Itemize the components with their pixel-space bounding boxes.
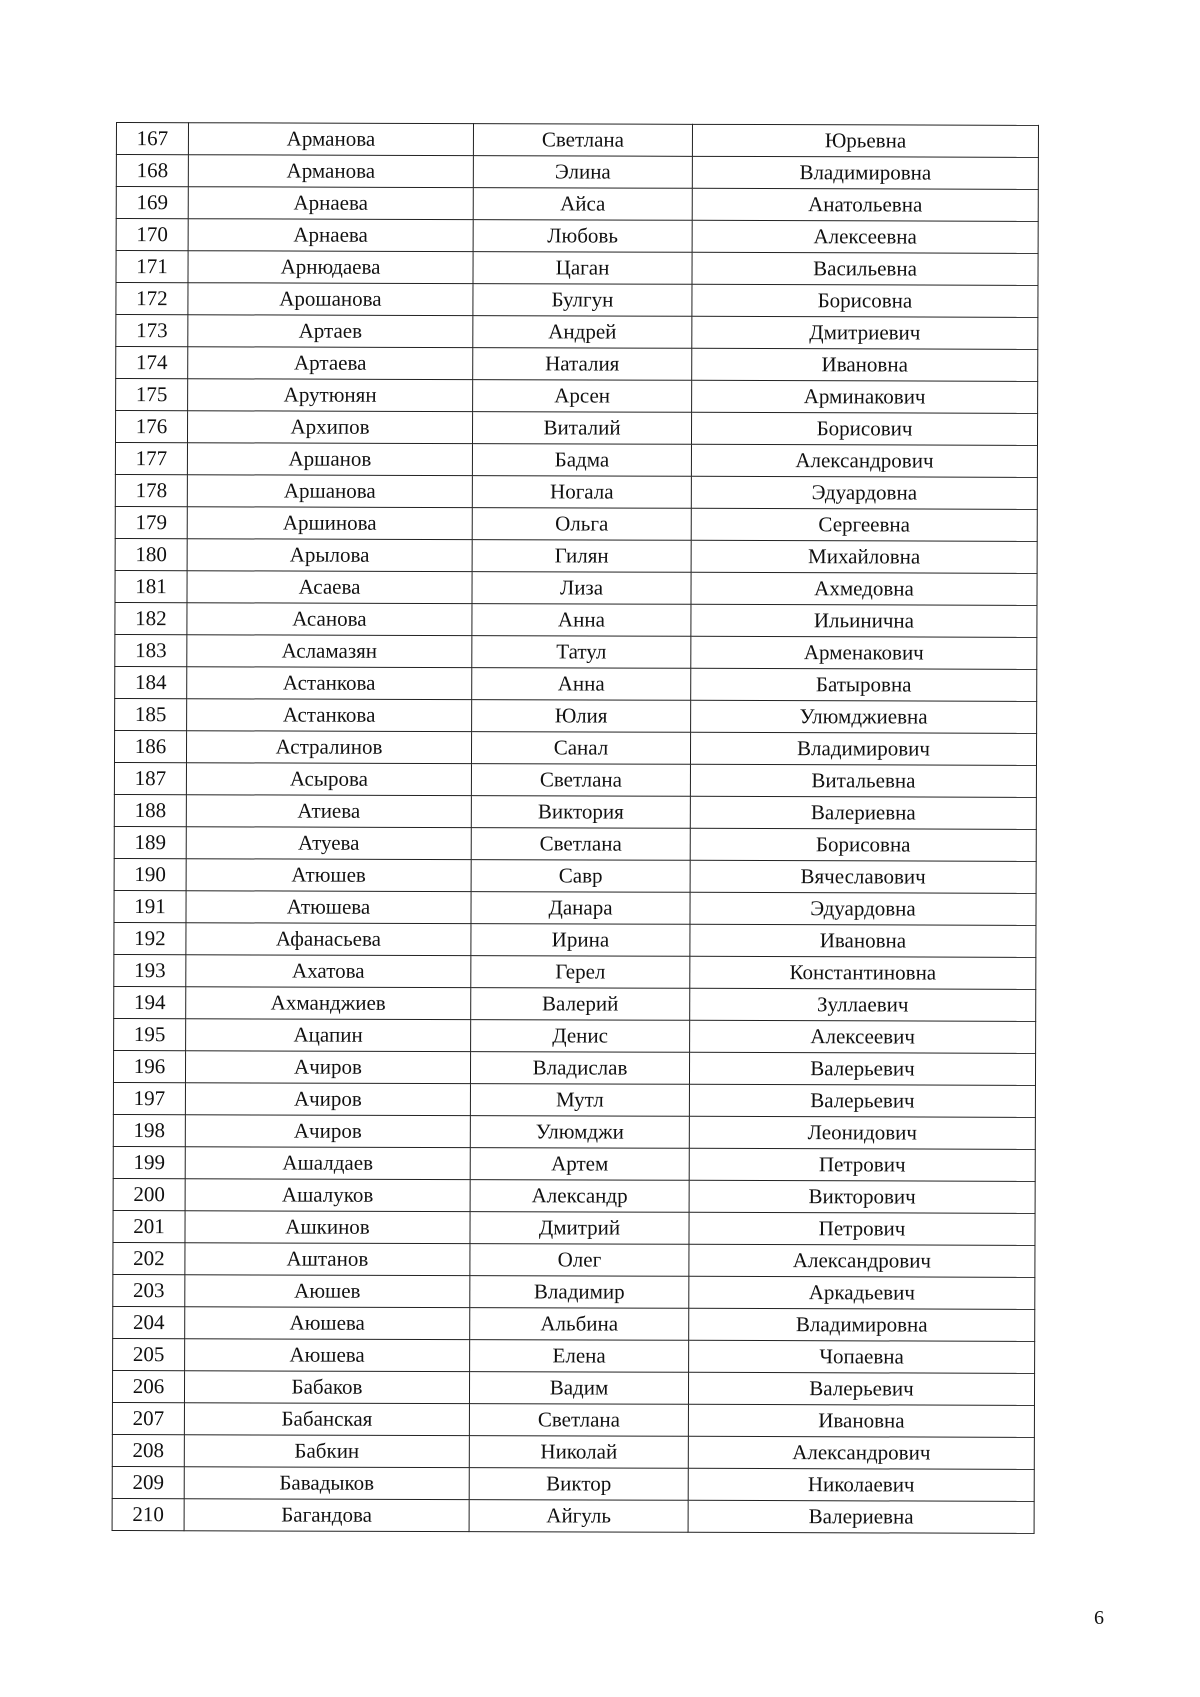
table-row <box>115 443 1037 478</box>
first-name-cell: Виталий <box>472 412 691 445</box>
last-name-cell: Арнаева <box>188 187 473 220</box>
row-number-cell: 185 <box>115 698 187 730</box>
first-name-cell: Ирина <box>471 924 690 957</box>
table-row <box>114 826 1036 861</box>
patronymic-cell: Арменакович <box>691 636 1037 669</box>
last-name-cell: Астанкова <box>187 699 472 732</box>
last-name-cell: Аршинова <box>187 507 472 540</box>
table-row <box>114 762 1036 797</box>
last-name-cell: Арнаева <box>188 219 473 252</box>
last-name-cell: Арманова <box>188 123 473 156</box>
row-number-cell: 201 <box>113 1210 185 1242</box>
table-row <box>116 315 1038 350</box>
last-name-cell: Ачиров <box>185 1051 470 1084</box>
first-name-cell: Виктория <box>471 796 690 829</box>
first-name-cell: Савр <box>471 860 690 893</box>
row-number-cell: 175 <box>116 379 188 411</box>
table-row <box>114 954 1036 989</box>
table-row <box>116 123 1038 158</box>
patronymic-cell: Эдуардовна <box>690 892 1036 925</box>
first-name-cell: Владимир <box>470 1276 689 1309</box>
first-name-cell: Анна <box>472 668 691 701</box>
row-number-cell: 182 <box>115 602 187 634</box>
first-name-cell: Бадма <box>472 444 691 477</box>
last-name-cell: Ашалдаев <box>185 1147 470 1180</box>
patronymic-cell: Арминакович <box>692 380 1038 413</box>
table-row <box>116 347 1038 382</box>
patronymic-cell: Батыровна <box>691 668 1037 701</box>
table-row <box>113 1210 1035 1245</box>
patronymic-cell: Борисович <box>691 412 1037 445</box>
patronymic-cell: Николаевич <box>688 1468 1034 1501</box>
first-name-cell: Булгун <box>473 284 692 317</box>
row-number-cell: 204 <box>113 1306 185 1338</box>
table-row <box>115 506 1037 541</box>
patronymic-cell: Борисовна <box>692 284 1038 317</box>
last-name-cell: Аюшева <box>185 1339 470 1372</box>
row-number-cell: 186 <box>114 730 186 762</box>
patronymic-cell: Ивановна <box>688 1404 1034 1437</box>
first-name-cell: Лиза <box>472 572 691 605</box>
last-name-cell: Асаева <box>187 571 472 604</box>
patronymic-cell: Зуллаевич <box>690 988 1036 1021</box>
first-name-cell: Герел <box>471 956 690 989</box>
first-name-cell: Вадим <box>469 1372 688 1405</box>
row-number-cell: 210 <box>112 1498 184 1530</box>
patronymic-cell: Алексеевна <box>692 220 1038 253</box>
row-number-cell: 205 <box>113 1338 185 1370</box>
table-row <box>112 1498 1034 1533</box>
row-number-cell: 180 <box>115 538 187 570</box>
row-number-cell: 207 <box>112 1402 184 1434</box>
first-name-cell: Юлия <box>472 700 691 733</box>
last-name-cell: Арнюдаева <box>188 251 473 284</box>
table-row <box>116 251 1038 286</box>
last-name-cell: Ачиров <box>185 1115 470 1148</box>
patronymic-cell: Чопаевна <box>689 1340 1035 1373</box>
last-name-cell: Ацапин <box>186 1019 471 1052</box>
row-number-cell: 171 <box>116 251 188 283</box>
last-name-cell: Атюшев <box>186 859 471 892</box>
row-number-cell: 168 <box>116 155 188 187</box>
table-row <box>113 1178 1035 1213</box>
row-number-cell: 169 <box>116 187 188 219</box>
patronymic-cell: Валерьевич <box>689 1084 1035 1117</box>
row-number-cell: 206 <box>112 1370 184 1402</box>
first-name-cell: Айса <box>473 188 692 221</box>
first-name-cell: Андрей <box>473 316 692 349</box>
row-number-cell: 177 <box>115 443 187 475</box>
patronymic-cell: Анатольевна <box>692 188 1038 221</box>
patronymic-cell: Вячеславович <box>690 860 1036 893</box>
row-number-cell: 193 <box>114 954 186 986</box>
table-row <box>113 1306 1035 1341</box>
names-table <box>112 122 1039 1534</box>
table-row <box>113 1338 1035 1373</box>
patronymic-cell: Петрович <box>689 1148 1035 1181</box>
first-name-cell: Светлана <box>473 124 692 157</box>
last-name-cell: Бабкин <box>184 1435 469 1468</box>
patronymic-cell: Петрович <box>689 1212 1035 1245</box>
last-name-cell: Бабанская <box>184 1403 469 1436</box>
patronymic-cell: Дмитриевич <box>692 316 1038 349</box>
patronymic-cell: Михайловна <box>691 540 1037 573</box>
patronymic-cell: Александрович <box>691 444 1037 477</box>
patronymic-cell: Леонидович <box>689 1116 1035 1149</box>
patronymic-cell: Юрьевна <box>692 124 1038 157</box>
table-row <box>113 1082 1035 1117</box>
patronymic-cell: Витальевна <box>690 764 1036 797</box>
row-number-cell: 170 <box>116 219 188 251</box>
last-name-cell: Артаев <box>188 315 473 348</box>
row-number-cell: 189 <box>114 826 186 858</box>
patronymic-cell: Викторович <box>689 1180 1035 1213</box>
table-row <box>115 411 1037 446</box>
last-name-cell: Ахатова <box>186 955 471 988</box>
last-name-cell: Бабаков <box>184 1371 469 1404</box>
table-row <box>116 155 1038 190</box>
first-name-cell: Элина <box>473 156 692 189</box>
table-row <box>112 1466 1034 1501</box>
table-row <box>115 698 1037 733</box>
last-name-cell: Афанасьева <box>186 923 471 956</box>
last-name-cell: Ахманджиев <box>186 987 471 1020</box>
last-name-cell: Арошанова <box>188 283 473 316</box>
patronymic-cell: Ивановна <box>692 348 1038 381</box>
first-name-cell: Ольга <box>472 508 691 541</box>
table-row <box>114 1018 1036 1053</box>
table-row <box>114 922 1036 957</box>
first-name-cell: Татул <box>472 636 691 669</box>
first-name-cell: Любовь <box>473 220 692 253</box>
table-row <box>115 570 1037 605</box>
first-name-cell: Денис <box>471 1020 690 1053</box>
first-name-cell: Ногала <box>472 476 691 509</box>
row-number-cell: 194 <box>114 986 186 1018</box>
table-row <box>115 538 1037 573</box>
page-number: 6 <box>1094 1607 1104 1629</box>
patronymic-cell: Васильевна <box>692 252 1038 285</box>
table-row <box>114 986 1036 1021</box>
row-number-cell: 202 <box>113 1242 185 1274</box>
row-number-cell: 173 <box>116 315 188 347</box>
table-row <box>114 858 1036 893</box>
row-number-cell: 183 <box>115 634 187 666</box>
last-name-cell: Атюшева <box>186 891 471 924</box>
last-name-cell: Арманова <box>188 155 473 188</box>
first-name-cell: Светлана <box>471 764 690 797</box>
last-name-cell: Бавадыков <box>184 1467 469 1500</box>
row-number-cell: 167 <box>116 123 188 155</box>
patronymic-cell: Александрович <box>688 1436 1034 1469</box>
patronymic-cell: Аркадьевич <box>689 1276 1035 1309</box>
last-name-cell: Атуева <box>186 827 471 860</box>
last-name-cell: Асламазян <box>187 635 472 668</box>
patronymic-cell: Сергеевна <box>691 508 1037 541</box>
row-number-cell: 199 <box>113 1146 185 1178</box>
patronymic-cell: Эдуардовна <box>691 476 1037 509</box>
first-name-cell: Айгуль <box>469 1500 688 1533</box>
row-number-cell: 181 <box>115 570 187 602</box>
patronymic-cell: Александрович <box>689 1244 1035 1277</box>
first-name-cell: Светлана <box>469 1404 688 1437</box>
first-name-cell: Владислав <box>470 1052 689 1085</box>
patronymic-cell: Алексеевич <box>690 1020 1036 1053</box>
table-row <box>112 1434 1034 1469</box>
first-name-cell: Санал <box>471 732 690 765</box>
row-number-cell: 191 <box>114 890 186 922</box>
first-name-cell: Данара <box>471 892 690 925</box>
table-row <box>113 1114 1035 1149</box>
row-number-cell: 200 <box>113 1178 185 1210</box>
row-number-cell: 198 <box>113 1114 185 1146</box>
last-name-cell: Архипов <box>187 411 472 444</box>
patronymic-cell: Валериевна <box>690 796 1036 829</box>
table-row <box>113 1050 1035 1085</box>
first-name-cell: Гилян <box>472 540 691 573</box>
table-row <box>113 1242 1035 1277</box>
row-number-cell: 192 <box>114 922 186 954</box>
patronymic-cell: Валериевна <box>688 1500 1034 1533</box>
first-name-cell: Наталия <box>473 348 692 381</box>
last-name-cell: Багандова <box>184 1499 469 1532</box>
last-name-cell: Астанкова <box>187 667 472 700</box>
table-row <box>114 794 1036 829</box>
patronymic-cell: Ивановна <box>690 924 1036 957</box>
row-number-cell: 190 <box>114 858 186 890</box>
last-name-cell: Аршанов <box>187 443 472 476</box>
patronymic-cell: Константиновна <box>690 956 1036 989</box>
last-name-cell: Астралинов <box>186 731 471 764</box>
row-number-cell: 209 <box>112 1466 184 1498</box>
table-row <box>113 1146 1035 1181</box>
last-name-cell: Аюшева <box>185 1307 470 1340</box>
first-name-cell: Виктор <box>469 1468 688 1501</box>
patronymic-cell: Ильинична <box>691 604 1037 637</box>
table-row <box>112 1370 1034 1405</box>
last-name-cell: Арутюнян <box>188 379 473 412</box>
first-name-cell: Дмитрий <box>470 1212 689 1245</box>
row-number-cell: 184 <box>115 666 187 698</box>
table-row <box>116 379 1038 414</box>
row-number-cell: 176 <box>115 411 187 443</box>
table-row <box>115 634 1037 669</box>
first-name-cell: Улюмджи <box>470 1116 689 1149</box>
patronymic-cell: Борисовна <box>690 828 1036 861</box>
last-name-cell: Ашкинов <box>185 1211 470 1244</box>
table-row <box>114 730 1036 765</box>
last-name-cell: Аштанов <box>185 1243 470 1276</box>
last-name-cell: Арылова <box>187 539 472 572</box>
patronymic-cell: Валерьевич <box>688 1372 1034 1405</box>
patronymic-cell: Владимировна <box>689 1308 1035 1341</box>
first-name-cell: Елена <box>470 1340 689 1373</box>
first-name-cell: Николай <box>469 1436 688 1469</box>
first-name-cell: Валерий <box>471 988 690 1021</box>
last-name-cell: Атиева <box>186 795 471 828</box>
table-row <box>116 283 1038 318</box>
first-name-cell: Мутл <box>470 1084 689 1117</box>
first-name-cell: Олег <box>470 1244 689 1277</box>
table-row <box>116 219 1038 254</box>
table-row <box>112 1402 1034 1437</box>
table-row <box>115 666 1037 701</box>
row-number-cell: 174 <box>116 347 188 379</box>
patronymic-cell: Владимирович <box>690 732 1036 765</box>
row-number-cell: 187 <box>114 762 186 794</box>
row-number-cell: 172 <box>116 283 188 315</box>
table-row <box>116 187 1038 222</box>
first-name-cell: Альбина <box>470 1308 689 1341</box>
names-table-body <box>112 123 1038 1534</box>
first-name-cell: Артем <box>470 1148 689 1181</box>
last-name-cell: Ачиров <box>185 1083 470 1116</box>
row-number-cell: 188 <box>114 794 186 826</box>
patronymic-cell: Владимировна <box>692 156 1038 189</box>
last-name-cell: Асырова <box>186 763 471 796</box>
first-name-cell: Цаган <box>473 252 692 285</box>
last-name-cell: Аюшев <box>185 1275 470 1308</box>
last-name-cell: Асанова <box>187 603 472 636</box>
row-number-cell: 197 <box>113 1082 185 1114</box>
row-number-cell: 203 <box>113 1274 185 1306</box>
row-number-cell: 179 <box>115 506 187 538</box>
patronymic-cell: Улюмджиевна <box>691 700 1037 733</box>
first-name-cell: Арсен <box>473 380 692 413</box>
table-row <box>115 474 1037 509</box>
first-name-cell: Светлана <box>471 828 690 861</box>
first-name-cell: Анна <box>472 604 691 637</box>
patronymic-cell: Ахмедовна <box>691 572 1037 605</box>
last-name-cell: Артаева <box>188 347 473 380</box>
row-number-cell: 178 <box>115 474 187 506</box>
first-name-cell: Александр <box>470 1180 689 1213</box>
row-number-cell: 196 <box>113 1050 185 1082</box>
row-number-cell: 195 <box>114 1018 186 1050</box>
last-name-cell: Ашалуков <box>185 1179 470 1212</box>
patronymic-cell: Валерьевич <box>689 1052 1035 1085</box>
last-name-cell: Аршанова <box>187 475 472 508</box>
table-row <box>115 602 1037 637</box>
row-number-cell: 208 <box>112 1434 184 1466</box>
table-row <box>113 1274 1035 1309</box>
table-row <box>114 890 1036 925</box>
